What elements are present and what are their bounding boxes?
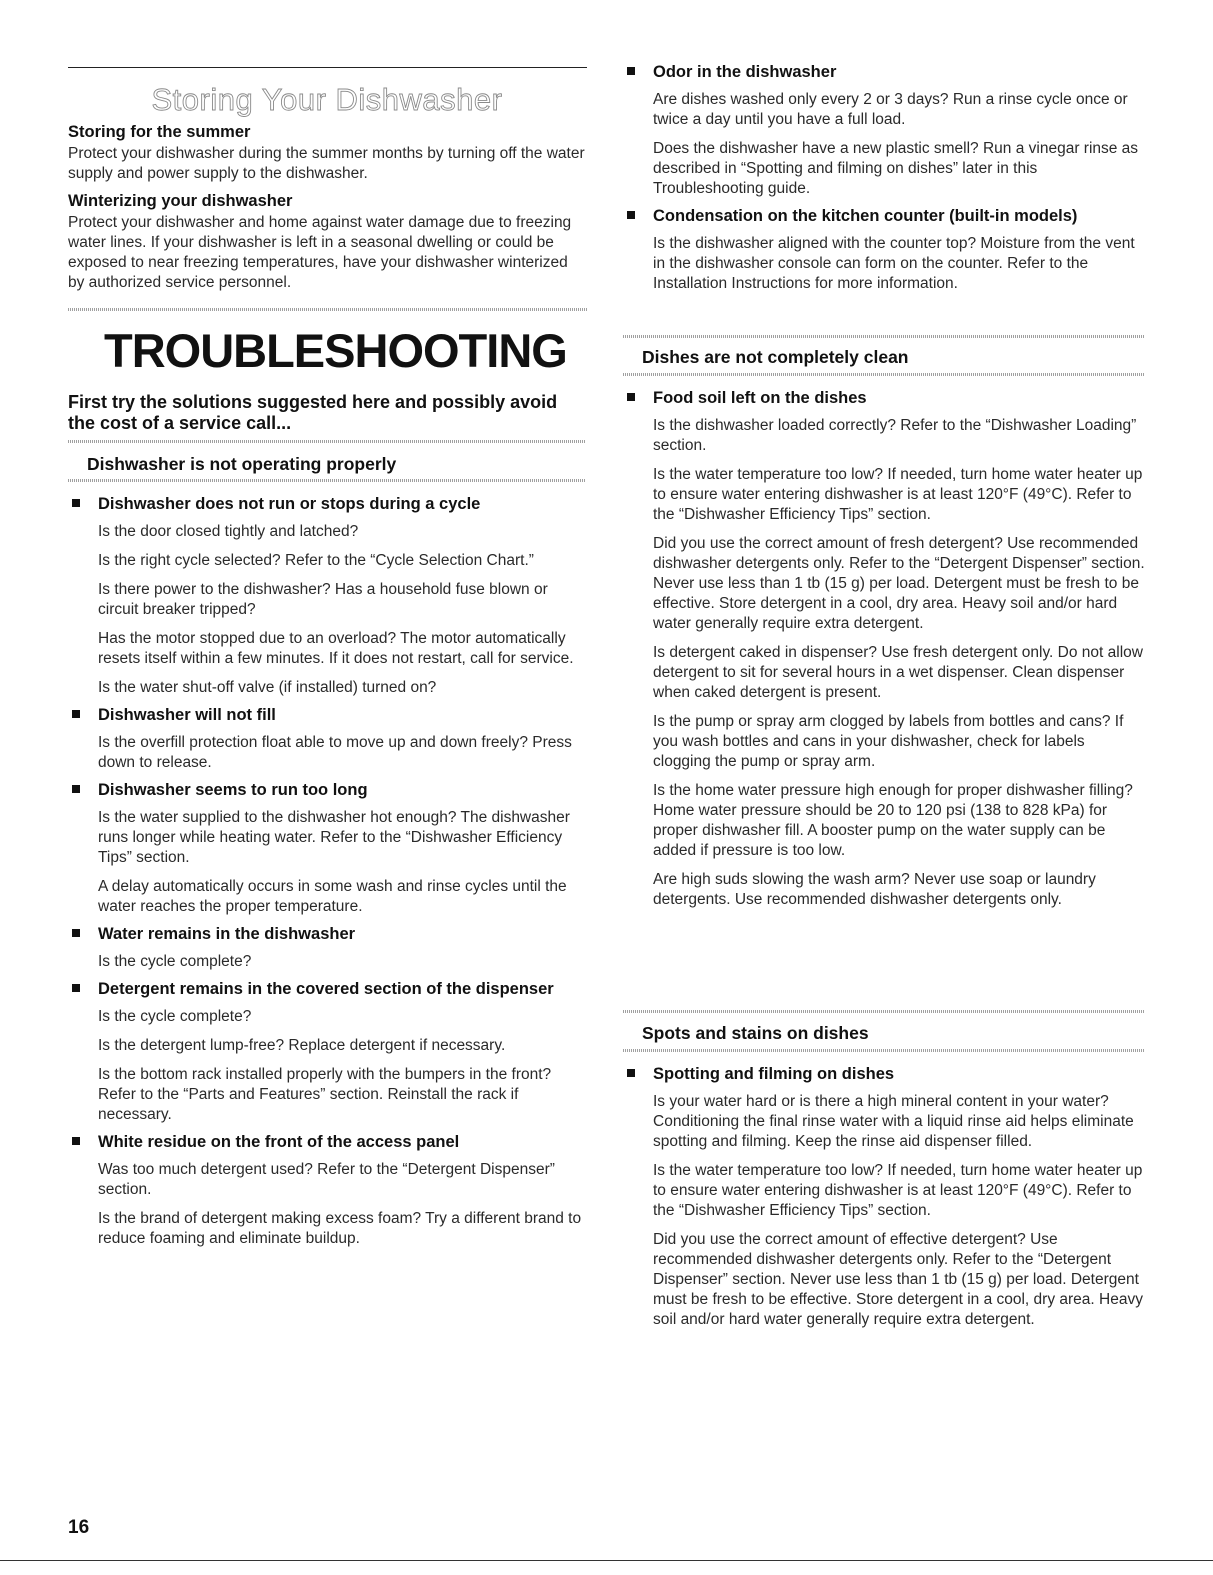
- top-rule: [68, 67, 587, 68]
- item-answer: Is the dishwasher loaded correctly? Refer to the “Dishwasher Loading” section.: [653, 417, 1137, 454]
- item-answer: Is the water temperature too low? If needed, turn home water heater up to ensure water entering dishwasher is at least 120°F (49°C). Refer to the “Dishwasher Efficiency Tips” section.: [653, 1162, 1143, 1219]
- troubleshooting-lead: First try the solutions suggested here and possibly avoid the cost of a service call...: [68, 392, 558, 433]
- divider: [68, 308, 587, 311]
- item-answer: Does the dishwasher have a new plastic smell? Run a vinegar rinse as described in “Spotting and filming on dishes” later in this Troubleshooting guide.: [653, 140, 1139, 197]
- troubleshooting-title: TROUBLESHOOTING: [104, 324, 567, 377]
- item-title: Dishwasher seems to run too long: [98, 781, 368, 799]
- item-title: White residue on the front of the access panel: [98, 1133, 460, 1151]
- item-answer: Is the water shut-off valve (if installed) turned on?: [98, 679, 437, 696]
- troubleshooting-item: [623, 206, 1145, 226]
- section-rule-top: [623, 1010, 1145, 1013]
- item-answer: Is the home water pressure high enough for proper dishwasher filling? Home water pressure should be 20 to 120 psi (138 to 828 kPa) for proper dishwasher fill. A booster pump on the water supply can be added if pressure is too low.: [653, 782, 1133, 859]
- troubleshooting-item: [68, 924, 586, 944]
- item-answer: Is the right cycle selected? Refer to the “Cycle Selection Chart.”: [98, 552, 534, 569]
- item-title: Spotting and filming on dishes: [653, 1065, 895, 1083]
- item-answer: A delay automatically occurs in some wash and rinse cycles until the water reaches the proper temperature.: [98, 878, 567, 915]
- bullet-icon: [627, 67, 635, 75]
- troubleshooting-item: [623, 388, 1145, 408]
- item-answer: Is your water hard or is there a high mineral content in your water? Conditioning the final rinse water with a liquid rinse aid helps eliminate spotting and filming. Keep the rinse aid dispenser filled.: [653, 1093, 1134, 1150]
- summer-heading: Storing for the summer: [68, 123, 251, 141]
- bullet-icon: [72, 785, 80, 793]
- item-answer: Is the door closed tightly and latched?: [98, 523, 359, 540]
- item-answer: Is the cycle complete?: [98, 1008, 252, 1025]
- troubleshooting-item: [623, 62, 1145, 82]
- section-rule-bottom: [623, 373, 1145, 376]
- bullet-icon: [72, 710, 80, 718]
- bullet-icon: [627, 1069, 635, 1077]
- spots-section: [623, 1010, 1145, 1330]
- page-number: 16: [68, 1517, 90, 1538]
- troubleshooting-item: [68, 979, 586, 999]
- spots-heading: Spots and stains on dishes: [642, 1023, 869, 1043]
- bullet-icon: [72, 499, 80, 507]
- item-title: Water remains in the dishwasher: [98, 925, 356, 943]
- item-title: Condensation on the kitchen counter (built-in models): [653, 207, 1078, 225]
- bullet-icon: [72, 984, 80, 992]
- item-answer: Is the detergent lump-free? Replace detergent if necessary.: [98, 1037, 506, 1054]
- troubleshooting-item: [623, 1064, 1145, 1084]
- item-answer: Is the water temperature too low? If needed, turn home water heater up to ensure water entering dishwasher is at least 120°F (49°C). Refer to the “Dishwasher Efficiency Tips” section.: [653, 466, 1143, 523]
- not-clean-heading: Dishes are not completely clean: [642, 347, 909, 367]
- storing-title: Storing Your Dishwasher: [151, 82, 503, 117]
- bullet-icon: [627, 393, 635, 401]
- item-answer: Is the bottom rack installed properly with the bumpers in the front? Refer to the “Parts and Features” section. Reinstall the rack if necessary.: [98, 1066, 552, 1123]
- item-answer: Did you use the correct amount of fresh detergent? Use recommended dishwasher detergents only. Refer to the “Detergent Dispenser” section. Never use less than 1 tb (15 g) per load. Detergent must be fresh to be effective. Store detergent in a cool, dry area. Heavy soil and/or hard water generally require extra detergent.: [653, 535, 1145, 632]
- item-answer: Is the cycle complete?: [98, 953, 252, 970]
- item-answer: Has the motor stopped due to an overload? The motor automatically resets itself within a few minutes. If it does not restart, call for service.: [98, 630, 574, 667]
- winter-heading: Winterizing your dishwasher: [68, 192, 293, 210]
- not-operating-heading: Dishwasher is not operating properly: [87, 454, 397, 474]
- bottom-rule: [0, 1560, 1213, 1561]
- item-title: Odor in the dishwasher: [653, 63, 837, 81]
- section-rule-bottom: [623, 1049, 1145, 1052]
- item-title: Dishwasher will not fill: [98, 706, 276, 724]
- item-title: Detergent remains in the covered section of the dispenser: [98, 980, 554, 998]
- item-answer: Did you use the correct amount of effective detergent? Use recommended dishwasher detergents only. Refer to the “Detergent Dispenser” section. Never use less than 1 tb (15 g) per load. Detergent must be fresh to be effective. Store detergent in a cool, dry area. Heavy soil and/or hard water generally require extra detergent.: [653, 1231, 1143, 1328]
- bullet-icon: [72, 1137, 80, 1145]
- not-operating-section: [68, 440, 586, 1249]
- item-answer: Is the pump or spray arm clogged by labels from bottles and cans? If you wash bottles and cans in your dishwasher, check for labels clogging the pump or spray arm.: [653, 713, 1124, 770]
- item-answer: Was too much detergent used? Refer to the “Detergent Dispenser” section.: [98, 1161, 555, 1198]
- storing-section: [68, 123, 586, 293]
- section-rule-top: [623, 335, 1145, 338]
- item-answer: Are dishes washed only every 2 or 3 days? Run a rinse cycle once or twice a day until you have a full load.: [653, 91, 1128, 128]
- item-title: Dishwasher does not run or stops during a cycle: [98, 495, 481, 513]
- item-answer: Is there power to the dishwasher? Has a household fuse blown or circuit breaker tripped?: [98, 581, 548, 618]
- item-answer: Are high suds slowing the wash arm? Never use soap or laundry detergents. Use recommended dishwasher detergents only.: [653, 871, 1096, 908]
- troubleshooting-item: [68, 1132, 586, 1152]
- bullet-icon: [627, 211, 635, 219]
- item-answer: Is the dishwasher aligned with the counter top? Moisture from the vent in the dishwasher console can form on the counter. Refer to the Installation Instructions for more information.: [653, 235, 1135, 292]
- item-answer: Is the brand of detergent making excess foam? Try a different brand to reduce foaming and eliminate buildup.: [98, 1210, 582, 1247]
- troubleshooting-item: [68, 494, 586, 514]
- troubleshooting-item: [68, 780, 586, 800]
- item-answer: Is the water supplied to the dishwasher hot enough? The dishwasher runs longer while heating water. Refer to the “Dishwasher Efficiency Tips” section.: [98, 809, 570, 866]
- item-answer: Is the overfill protection float able to move up and down freely? Press down to release.: [98, 734, 572, 771]
- summer-text: Protect your dishwasher during the summer months by turning off the water supply and power supply to the dishwasher.: [68, 145, 585, 182]
- section-rule-bottom: [68, 479, 586, 482]
- right-top-section: [623, 62, 1145, 294]
- bullet-icon: [72, 929, 80, 937]
- winter-text: Protect your dishwasher and home against water damage due to freezing water lines. If your dishwasher is left in a seasonal dwelling or could be exposed to near freezing temperatures, have your dishwasher winterized by authorized service personnel.: [68, 214, 572, 291]
- item-answer: Is detergent caked in dispenser? Use fresh detergent only. Do not allow detergent to sit for several hours in a wet dispenser. Clean dispenser when caked detergent is present.: [653, 644, 1143, 701]
- section-rule-top: [68, 440, 586, 443]
- not-clean-section: [623, 335, 1145, 910]
- item-title: Food soil left on the dishes: [653, 389, 867, 407]
- troubleshooting-item: [68, 705, 586, 725]
